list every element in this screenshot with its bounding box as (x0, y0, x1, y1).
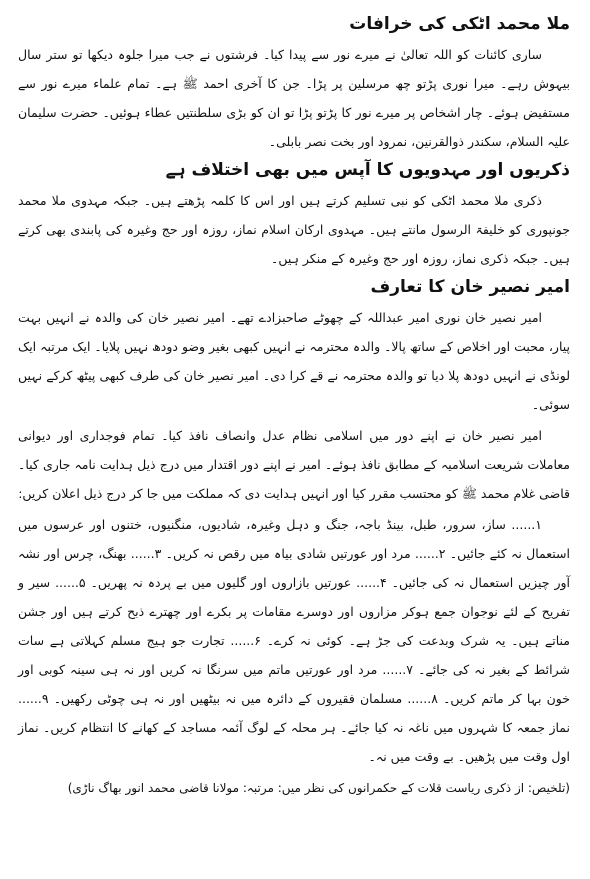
section-heading-amir-naseer-khan: امیر نصیر خان کا تعارف (370, 277, 570, 297)
paragraph-decree-list: ۱...... ساز، سرور، طبل، بینڈ باجہ، جنگ و دہل وغیرہ، شادیوں، منگنیوں، ختنوں اور عرسوں میں استعمال نہ کئے جائیں۔ ۲...... مرد اور عورتیں شادی بیاہ میں رقص نہ کریں۔ ۳...... بھنگ، چرس اور نشہ آور چیزیں استعمال نہ کی جائیں۔ ۴...... عورتیں بازاروں اور گلیوں میں بے پردہ نہ پھریں۔ ۵...... سیر و تفریح کے لئے نوجوان جمع ہوکر مزاروں اور دوسرے مقامات پر بکرے اور چھترے ذبح کرتے ہیں اور جشن مناتے ہیں۔ یہ شرک وبدعت کی جڑ ہے۔ کوئی نہ کرے۔ ۶...... تجارت جو ہیج مسلم کہلاتی ہے سات شرائط کے بغیر نہ کی جائے۔ ۷...... مرد اور عورتیں ماتم میں سرنگا نہ کریں اور نہ ہی سینہ کوبی اور خون بہا کر ماتم کریں۔ ۸...... مسلمان فقیروں کے دائرہ میں نہ بیٹھیں اور نہ ہی چوٹی رکھیں۔ ۹...... نماز جمعہ کا شہروں میں ناغہ نہ کیا جائے۔ ہر محلہ کے لوگ آئمہ مساجد کے کھانے کا انتظام کریں۔ نماز اول وقت میں پڑھیں۔ بے وقت میں نہ۔ (18, 517, 570, 764)
section-heading-mulla-muhammad-atki: ملا محمد اٹکی کی خرافات (349, 14, 570, 34)
section-heading-zikri-mahdavi-difference: ذکریوں اور مہدویوں کا آپس میں بھی اختلاف ہے (165, 160, 570, 180)
paragraph-claims: ساری کائنات کو اللہ تعالیٰ نے میرے نور سے پیدا کیا۔ فرشتوں نے جب میرا جلوہ دیکھا تو ستر سال بیہوش رہے۔ میرا نوری پڑتو چھ مرسلین پر پڑا۔ جن کا آخری احمد ﷺ ہے۔ تمام علماء میرے نور سے مستفیض ہوئے۔ چار اشخاص پر میرے نور کا پڑتو پڑا تو ان کو بڑی سلطنتیں عطاء ہوئیں۔ حضرت سلیمان علیہ السلام، سکندر ذوالقرنین، نمرود اور بخت نصر بابلی۔ (18, 47, 570, 149)
paragraph-introduction: امیر نصیر خان نوری امیر عبداللہ کے چھوٹے صاحبزادے تھے۔ امیر نصیر خان کی والدہ نے انہیں بہت پیار، محبت اور اخلاص کے ساتھ پالا۔ والدہ محترمہ نے انہیں کبھی بغیر وضو دودھ نہیں پلایا۔ ایک مرتبہ ایک لونڈی نے انہیں دودھ پلا دیا تو والدہ محترمہ نے قے کرا دی۔ امیر نصیر خان کی طرف کبھی پیٹھ کرکے نہیں سوئی۔ (18, 310, 570, 412)
source-citation: (تلخیص: از ذکری ریاست قلات کے حکمرانوں کی نظر میں: مرتبہ: مولانا قاضی محمد انور بھاگ ناڑی) (67, 781, 570, 795)
paragraph-justice-system: امیر نصیر خان نے اپنے دور میں اسلامی نظام عدل وانصاف نافذ کیا۔ تمام فوجداری اور دیوانی معاملات شریعت اسلامیہ کے مطابق نافذ ہوئے۔ امیر نے اپنے دور اقتدار میں درج ذیل ہدایت نامہ جاری کیا۔ قاضی غلام محمد ﷺ کو محتسب مقرر کیا اور انہیں ہدایت دی کہ مملکت میں جا کر درج ذیل اعلان کریں: (18, 428, 570, 501)
paragraph-difference: ذکری ملا محمد اٹکی کو نبی تسلیم کرتے ہیں اور اس کا کلمہ پڑھتے ہیں۔ جبکہ مہدوی ملا محمد جونپوری کو خلیفۃ الرسول مانتے ہیں۔ مہدوی ارکان اسلام نماز، روزہ اور حج وغیرہ کی پابندی بھی کرتے ہیں۔ جبکہ ذکری نماز، روزہ اور حج وغیرہ کے منکر ہیں۔ (18, 193, 570, 266)
